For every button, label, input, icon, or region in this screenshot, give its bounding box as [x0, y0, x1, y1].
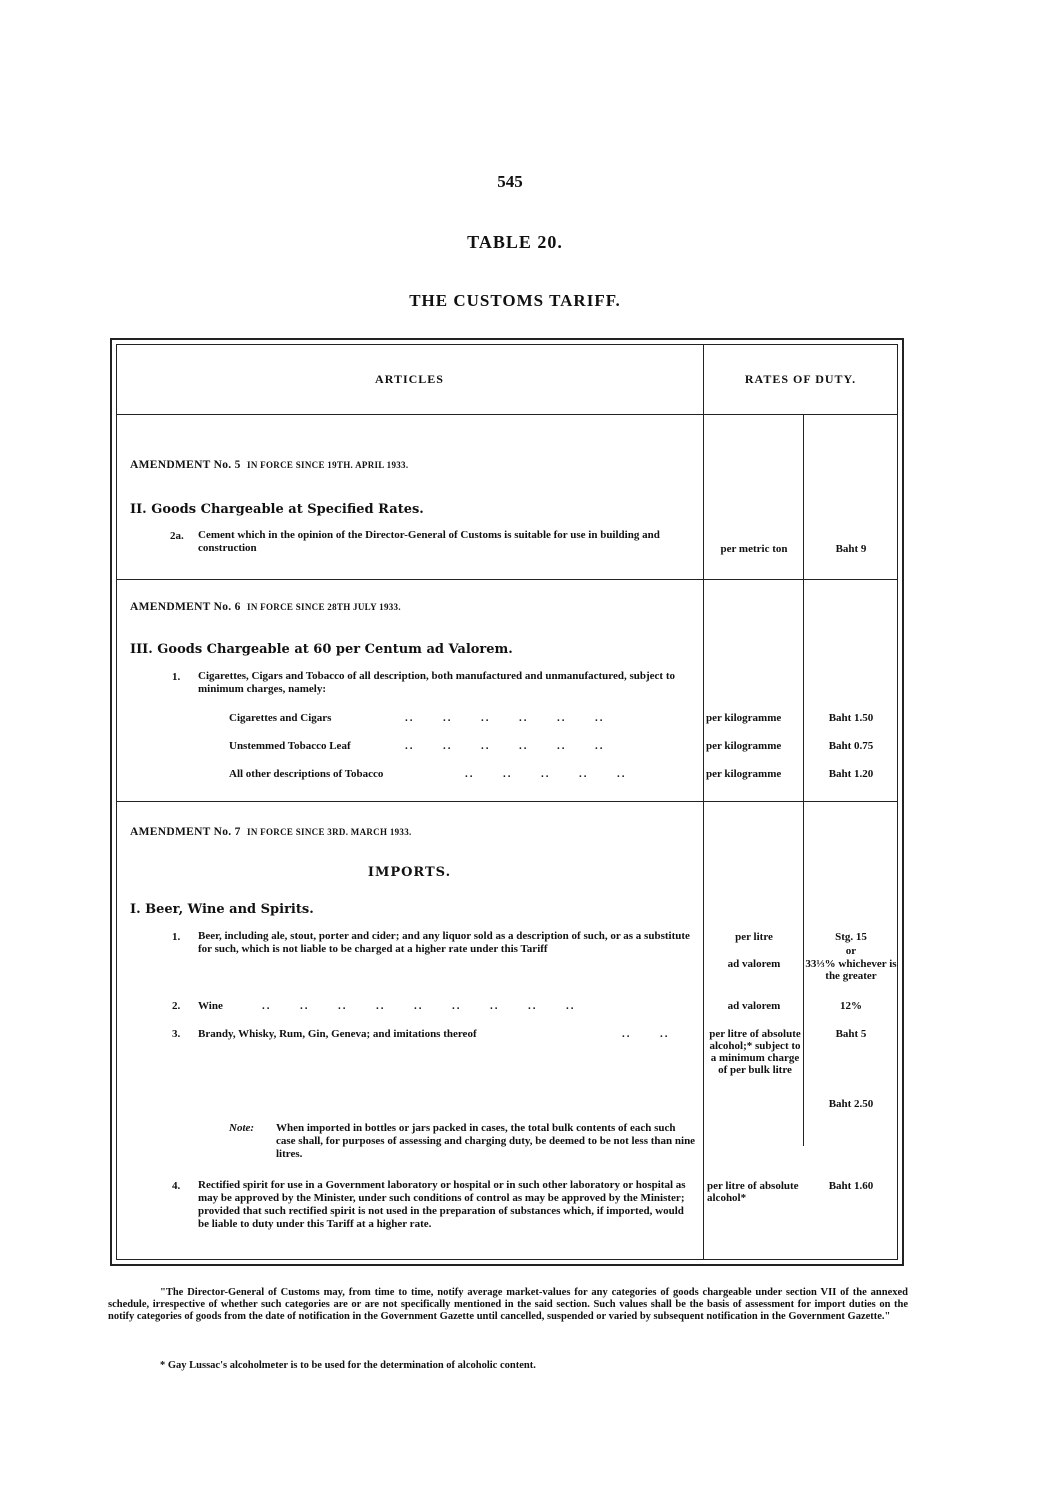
tobacco-row-rate: Baht 1.20 [828, 768, 874, 780]
amendment7-heading [130, 826, 412, 838]
spirits-item-number: 3. [172, 1028, 181, 1040]
tobacco-row-unit: per kilogramme [706, 712, 782, 724]
imports-heading: IMPORTS. [367, 865, 452, 880]
tobacco-row-rate: Baht 1.50 [828, 712, 874, 724]
rectified-spirit-item-text: Rectified spirit for use in a Government laboratory or hospital or in such other laboratory or hospital as may be approved by the Minister, under such conditions of control as may be approved by the Minister; provided that such rectified spirit is not used in the preparation of substances which, if imported, would be liable to duty under this Tariff at a higher rate. [198, 1179, 686, 1230]
amendment5-section-heading: II. Goods Chargeable at Specified Rates. [130, 502, 424, 517]
beer-rate-sterling: Stg. 15 [835, 931, 867, 943]
footnote-alcoholmeter: * Gay Lussac's alcoholmeter is to be used for the determination of alcoholic content. [160, 1360, 536, 1371]
footnote-gazette: "The Director-General of Customs may, from time to time, notify average market-values for any categories of goods chargeable under section VII of the annexed schedule, irrespective of whether such categories are or are not specifically mentioned in the said section. Such values shall be the basis of assessment for import duties on the notify categories of goods from the date of notification in the Government Gazette until cancelled, suspended or varied by subsequent notification in the Government Gazette." [108, 1287, 908, 1322]
beer-unit-litre: per litre [735, 931, 773, 943]
tobacco-row-rate: Baht 0.75 [828, 740, 874, 752]
amendment6-item-text: Cigarettes, Cigars and Tobacco of all description, both manufactured and unmanufactured, subject to minimum charges, namely: [198, 670, 676, 695]
amendment5-unit: per metric ton [720, 543, 788, 555]
leader-dots: .. .. .. .. .. .. [405, 740, 605, 752]
amendment6-in-force: IN FORCE SINCE 28TH JULY 1933. [247, 602, 401, 612]
amendment5-item-number: 2a. [170, 530, 184, 542]
header-rule [116, 414, 898, 415]
wine-item-text: Wine [198, 1000, 223, 1012]
spirits-unit: per litre of absolute alcohol;* subject to a minimum charge of per bulk litre [709, 1028, 801, 1076]
beer-rate-or: or [845, 945, 857, 957]
tobacco-row-label: Cigarettes and Cigars [229, 712, 332, 724]
column-header-rates: RATES OF DUTY. [744, 372, 857, 386]
amendment6-rule [116, 801, 898, 802]
leader-dots: .. .. .. .. .. [465, 768, 627, 780]
beer-item-number: 1. [172, 931, 181, 943]
amendment6-label: AMENDMENT No. 6 [130, 601, 241, 613]
amendment5-rate: Baht 9 [835, 543, 867, 555]
page-number: 545 [497, 172, 523, 191]
rectified-spirit-rate: Baht 1.60 [828, 1180, 874, 1192]
tobacco-row-unit: per kilogramme [706, 768, 782, 780]
column-divider-articles [703, 344, 704, 1260]
amendment5-in-force: IN FORCE SINCE 19TH. APRIL 1933. [247, 460, 409, 470]
document-title: THE CUSTOMS TARIFF. [409, 291, 621, 310]
wine-unit: ad valorem [727, 1000, 781, 1012]
tobacco-row-unit: per kilogramme [706, 740, 782, 752]
amendment5-item-text: Cement which in the opinion of the Director-General of Customs is suitable for use in building and construction [198, 529, 660, 554]
spirits-rate-bulk: Baht 2.50 [828, 1098, 874, 1110]
beer-item-text: Beer, including ale, stout, porter and cider; and any liquor sold as a description of such, or as a substitute for such, which is not liable to be charged at a higher rate under this Tariff [198, 930, 690, 955]
amendment6-section-heading: III. Goods Chargeable at 60 per Centum ad Valorem. [130, 642, 513, 657]
spirits-rate-absolute: Baht 5 [835, 1028, 867, 1040]
amendment7-label: AMENDMENT No. 7 [130, 826, 241, 838]
amendment5-label: AMENDMENT No. 5 [130, 459, 241, 471]
wine-item-number: 2. [172, 1000, 181, 1012]
table-title: TABLE 20. [467, 232, 563, 252]
amendment7-section-heading: I. Beer, Wine and Spirits. [130, 902, 314, 917]
leader-dots: .. .. .. .. .. .. .. .. .. [262, 1000, 576, 1012]
rectified-spirit-item-number: 4. [172, 1180, 181, 1192]
amendment6-heading [130, 601, 401, 613]
amendment5-heading [130, 459, 408, 471]
wine-rate: 12% [840, 1000, 862, 1012]
note-text: When imported in bottles or jars packed in cases, the total bulk contents of each such case shall, for purposes of assessing and charging duty, be deemed to be not less than nine litres. [276, 1122, 696, 1160]
column-header-articles: ARTICLES [375, 372, 444, 386]
tobacco-row-label: All other descriptions of Tobacco [229, 768, 384, 780]
leader-dots: .. .. .. .. .. .. [405, 712, 605, 724]
beer-rate-percent: 33⅓% whichever is the greater [805, 958, 897, 982]
amendment6-item-number: 1. [172, 671, 181, 683]
spirits-item-text: Brandy, Whisky, Rum, Gin, Geneva; and imitations thereof [198, 1028, 477, 1040]
amendment7-in-force: IN FORCE SINCE 3RD. MARCH 1933. [247, 827, 412, 837]
rectified-spirit-unit: per litre of absolute alcohol* [707, 1180, 799, 1204]
beer-unit-ad-valorem: ad valorem [727, 958, 781, 970]
note-label: Note: [229, 1122, 255, 1134]
amendment5-rule [116, 579, 898, 580]
leader-dots: .. .. [622, 1028, 670, 1040]
tobacco-row-label: Unstemmed Tobacco Leaf [229, 740, 351, 752]
